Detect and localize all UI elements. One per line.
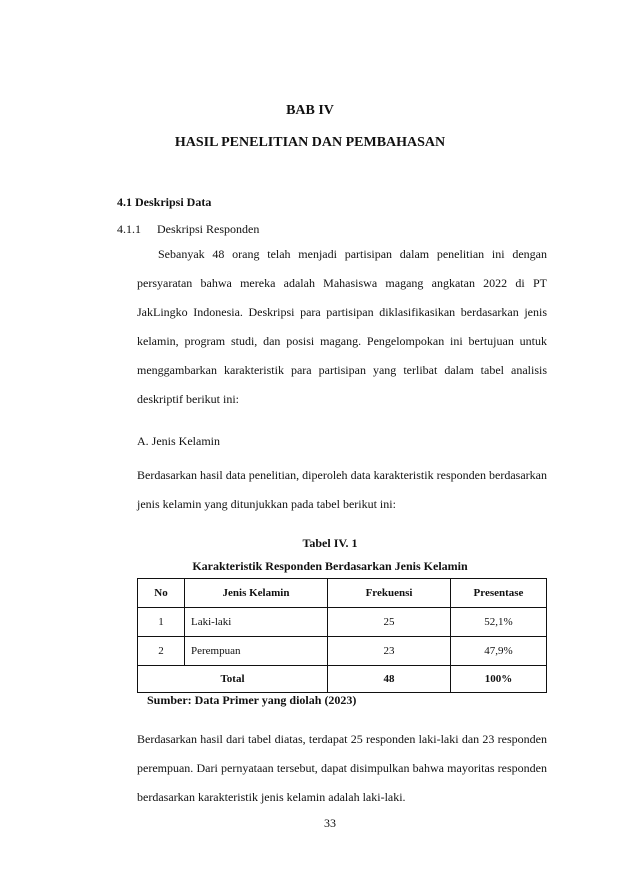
subsection-title: Deskripsi Responden [157,222,260,236]
chapter-title: HASIL PENELITIAN DAN PEMBAHASAN [174,135,446,150]
header-gender: Jenis Kelamin [185,579,328,608]
cell-gender: Laki-laki [185,608,328,637]
cell-percent: 47,9% [451,637,547,666]
table-source: Sumber: Data Primer yang diolah (2023) [147,693,357,707]
cell-frequency: 25 [328,608,451,637]
gender-table [137,578,547,693]
cell-gender: Perempuan [185,637,328,666]
table-subtitle: Karakteristik Responden Berdasarkan Jenis Kelamin [192,559,468,573]
header-frequency: Frekuensi [328,579,451,608]
chapter-heading: BAB IV [286,103,334,118]
header-percent: Presentase [451,579,547,608]
table-total-row [138,666,547,693]
table-title: Tabel IV. 1 [302,536,358,550]
cell-no: 2 [138,637,185,666]
paragraph-intro: Sebanyak 48 orang telah menjadi partisipan dalam penelitian ini dengan persyaratan bahwa mereka adalah Mahasiswa magang angkatan 2022 di PT JakLingko Indonesia. Deskripsi para partisipan diklasifikasikan berdasarkan jenis kelamin, program studi, dan posisi magang. Pengelompokan ini bertujuan untuk menggambarkan karakteristik para partisipan yang terlibat dalam tabel analisis deskriptif berikut ini: [137,247,547,406]
total-label: Total [138,666,328,693]
section-heading: 4.1 Deskripsi Data [117,195,212,209]
list-item-gender: A. Jenis Kelamin [137,434,220,448]
total-frequency: 48 [328,666,451,693]
paragraph-gender: Berdasarkan hasil data penelitian, diperoleh data karakteristik responden berdasarkan jenis kelamin yang ditunjukkan pada tabel berikut ini: [137,468,547,511]
total-percent: 100% [451,666,547,693]
table-row [138,608,547,637]
page-number: 33 [324,816,336,830]
paragraph-conclusion: Berdasarkan hasil dari tabel diatas, terdapat 25 responden laki-laki dan 23 responden perempuan. Dari pernyataan tersebut, dapat disimpulkan bahwa mayoritas responden berdasarkan karakteristik jenis kelamin adalah laki-laki. [137,732,547,804]
cell-frequency: 23 [328,637,451,666]
header-no: No [138,579,185,608]
cell-no: 1 [138,608,185,637]
cell-percent: 52,1% [451,608,547,637]
table-header-row [138,579,547,608]
subsection-number: 4.1.1 [117,222,141,236]
subsection-heading [117,222,259,237]
table-row [138,637,547,666]
